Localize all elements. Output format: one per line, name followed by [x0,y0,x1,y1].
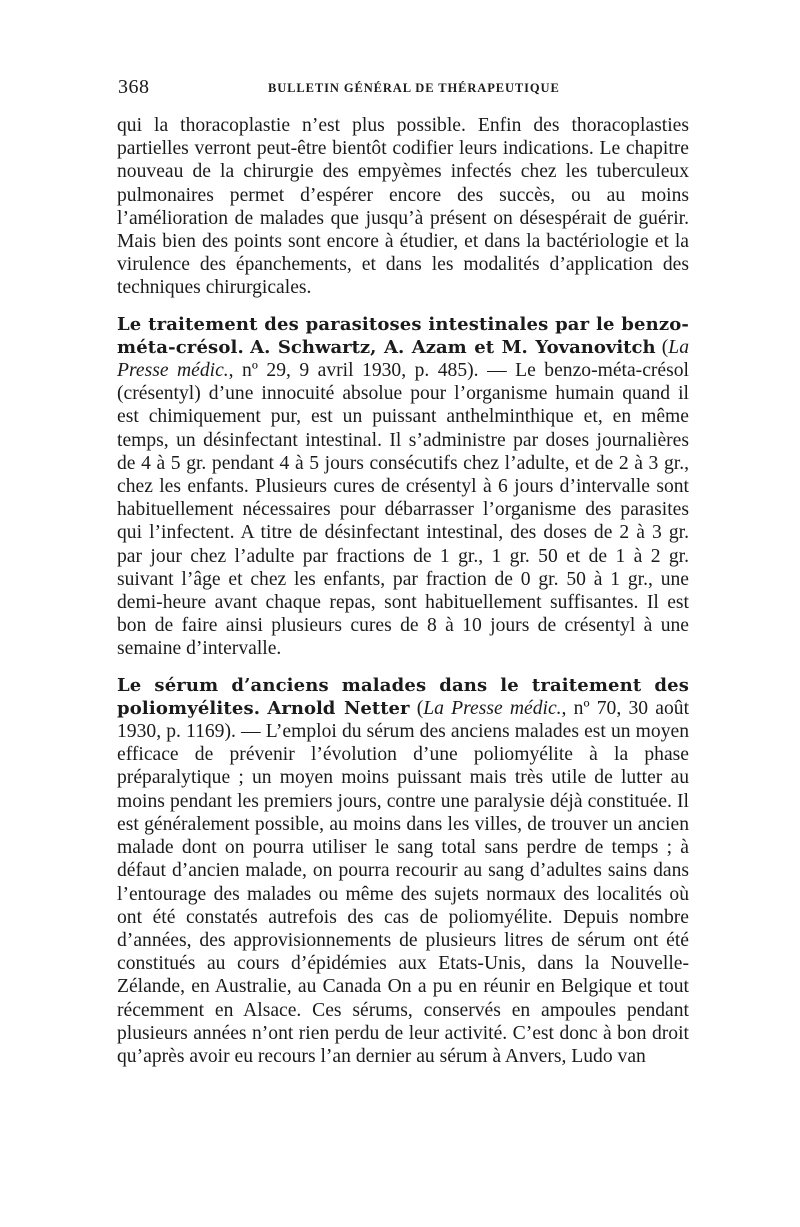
reference-journal: La Presse médic. [423,697,562,719]
article-authors: A. Schwartz, A. Azam et M. Yovanovitch [250,336,656,358]
reference-journal: La Presse médic. [117,336,689,382]
running-header [118,76,688,100]
body-text [117,114,689,1068]
article-parasitoses [117,313,689,661]
article-authors: Arnold Netter [267,697,410,719]
continuation-paragraph: qui la thoracoplastie n’est plus possible. Enfin des thoracoplasties partielles verront peut-être bientôt codifier leurs indications. Le chapitre nouveau de la chirurgie des empyèmes infectés chez les tuberculeux pulmonaires permet d’espérer encore des succès, ou au moins l’amélioration de malades que jusqu’à présent on désespérait de guérir. Mais bien des points sont encore à étudier, et dans la bactériologie et la virulence des épanchements, et dans les modalités d’application des techniques chirurgicales. [117,115,689,299]
reference-open: ( [416,697,424,719]
reference-open: ( [661,336,669,358]
article-poliomyelites [117,674,689,1068]
article-body: — Le benzo-méta-crésol (crésentyl) d’une innocuité absolue pour l’organisme humain quand il est chimiquement pur, est un puissant anthelminthique et, en même temps, un désinfectant intestinal. Il s’administre par doses journalières de 4 à 5 gr. pendant 4 à 5 jours consécutifs chez l’adulte, et de 2 à 3 gr., chez les enfants. Plusieurs cures de crésentyl à 6 jours d’intervalle sont habituellement nécessaires pour débarrasser l’organisme des parasites qui l’infectent. A titre de désinfectant intestinal, des doses de 2 à 3 gr. par jour chez l’adulte par fractions de 1 gr., 1 gr. 50 et de 1 à 2 gr. suivant l’âge et chez les enfants, par fraction de 0 gr. 50 à 1 gr., une demi-heure avant chaque repas, sont habituellement suffisantes. Il est bon de faire ainsi plusieurs cures de 8 à 10 jours de crésentyl à une semaine d’intervalle. [117,360,689,660]
reference-details: , nº 29, 9 avril 1930, p. 485). [228,360,479,382]
journal-title: BULLETIN GÉNÉRAL DE THÉRAPEUTIQUE [268,81,560,95]
article-paragraph [117,313,689,661]
article-title: Le sérum d’anciens malades dans le traitement des poliomyélites. [117,674,689,719]
article-body: — L’emploi du sérum des anciens malades est un moyen efficace de prévenir l’évolution d’une poliomyélite à la phase préparalytique ; un moyen moins puissant mais très utile de lutter au moins pendant les premiers jours, contre une paralysie déjà constituée. Il est généralement possible, au moins dans les villes, de trouver un ancien malade dont on pourra utiliser le sang total sans perdre de temps ; à défaut d’ancien malade, on pourra recourir au sang d’adultes sains dans l’entourage des malades ou même des sujets normaux des localités où ont été constatés autrefois des cas de poliomyélite. Depuis nombre d’années, des approvisionnements de plusieurs litres de sérum ont été constitués au cours d’épidémies aux Etats-Unis, dans la Nouvelle-Zélande, en Australie, au Canada On a pu en réunir en Belgique et tout récemment en Alsace. Ces sérums, conservés en ampoules pendant plusieurs années n’ont rien perdu de leur activité. C’est donc à bon droit qu’après avoir eu recours l’an dernier au sérum à Anvers, Ludo van [117,721,690,1067]
reference-details: , nº 70, 30 août 1930, p. 1169). [117,697,690,743]
article-title: Le traitement des parasitoses intestinales par le benzo-méta-crésol. [117,313,689,358]
page-number: 368 [118,76,150,98]
article-paragraph [117,674,689,1068]
